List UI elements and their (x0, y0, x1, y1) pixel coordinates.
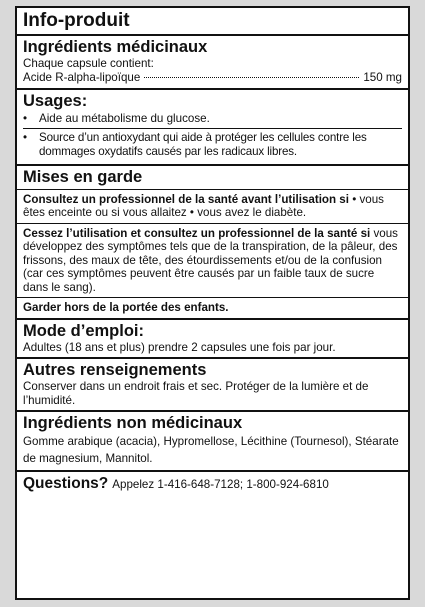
ingredient-name: Acide R-alpha-lipoïque (23, 70, 141, 84)
questions-phone-text: Appelez 1-416-648-7128; 1-800-924-6810 (112, 478, 329, 491)
warning-stop-lead: Cessez l’utilisation et consultez un professionnel de la santé si (23, 226, 371, 240)
list-item (23, 112, 402, 128)
use-text: Source d’un antioxydant qui aide à protéger les cellules contre les dommages oxydatifs causés par les radicaux libres. (39, 130, 367, 158)
other-info-text: Conserver dans un endroit frais et sec. Protéger de la lumière et de l’humidité. (23, 380, 369, 407)
other-info-section (17, 359, 408, 412)
warning-children: Garder hors de la portée des enfants. (23, 301, 229, 314)
uses-section (17, 90, 408, 166)
leader-dots (144, 77, 359, 78)
directions-text: Adultes (18 ans et plus) prendre 2 capsules une fois par jour. (23, 340, 336, 354)
panel-title: Info-produit (17, 8, 408, 36)
use-text: Aide au métabolisme du glucose. (39, 111, 210, 125)
bullet-icon: • (23, 111, 28, 125)
warning-consult-text: • vous êtes enceinte ou si vous allaitez • vous avez le diabète. (23, 192, 384, 219)
uses-heading: Usages: (23, 91, 88, 110)
non-medicinal-heading: Ingrédients non médicinaux (23, 414, 243, 432)
medicinal-ingredients-heading: Ingrédients médicinaux (23, 38, 208, 56)
list-item (23, 128, 402, 161)
non-medicinal-section (17, 412, 408, 472)
ingredient-row (23, 71, 402, 85)
directions-section (17, 320, 408, 360)
non-medicinal-text: Gomme arabique (acacia), Hypromellose, Lécithine (Tournesol), Stéarate de magnesium, Mannitol. (23, 435, 399, 465)
directions-heading: Mode d’emploi: (23, 321, 144, 340)
warning-stop-text: vous développez des symptômes tels que de la transpiration, de la pâleur, des frissons, des maux de tête, des étourdissements et/ou de la confusion (car ces symptômes peuvent être causés par un faible taux de sucre dans le sang). (23, 226, 398, 294)
warnings-heading: Mises en garde (17, 166, 408, 190)
ingredient-amount: 150 mg (363, 70, 402, 84)
questions-section (17, 472, 408, 496)
warning-stop (17, 224, 408, 299)
capsule-intro: Chaque capsule contient: (23, 57, 154, 70)
questions-label: Questions? (23, 475, 109, 492)
medicinal-ingredients-section (17, 36, 408, 90)
product-info-panel (15, 6, 410, 600)
other-info-heading: Autres renseignements (23, 361, 207, 379)
warnings-section (17, 166, 408, 320)
warning-consult-lead: Consultez un professionnel de la santé avant l’utilisation si (23, 192, 349, 206)
warning-consult (17, 190, 408, 224)
uses-list (23, 112, 402, 161)
bullet-icon: • (23, 130, 28, 144)
